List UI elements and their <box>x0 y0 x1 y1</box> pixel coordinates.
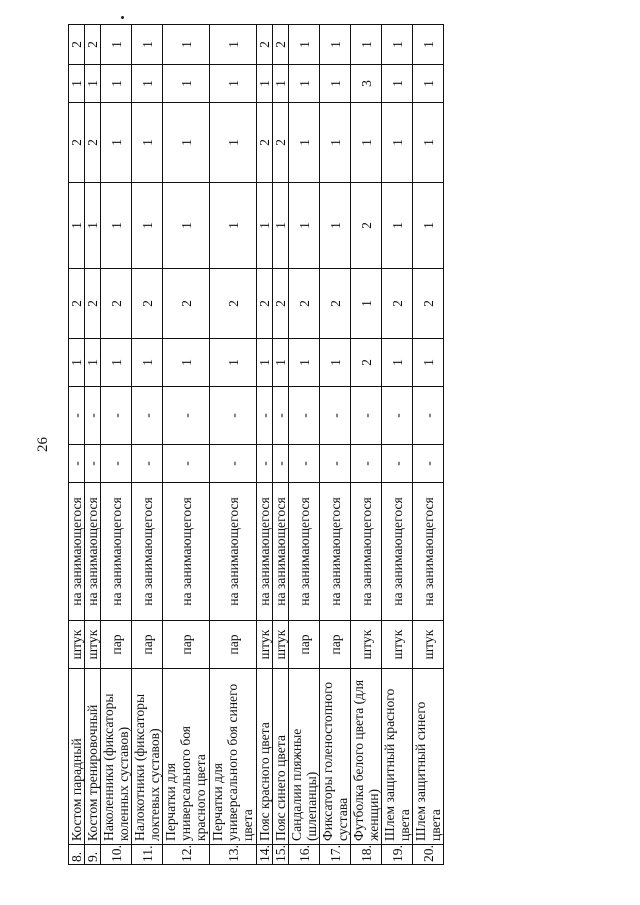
unit-cell: пар <box>132 621 163 669</box>
row-number: 19. <box>382 845 413 865</box>
per-whom-cell: на занимающегося <box>413 483 444 621</box>
value-cell: 2 <box>69 25 85 65</box>
value-cell: 1 <box>210 339 257 387</box>
per-whom-cell: на занимающегося <box>210 483 257 621</box>
value-cell: 1 <box>69 65 85 103</box>
value-cell: - <box>132 445 163 483</box>
value-cell: 1 <box>320 25 351 65</box>
unit-cell: пар <box>163 621 210 669</box>
value-cell: - <box>101 445 132 483</box>
value-cell: 1 <box>382 25 413 65</box>
per-whom-cell: на занимающегося <box>85 483 101 621</box>
row-number: 11. <box>132 845 163 865</box>
unit-cell: пар <box>210 621 257 669</box>
value-cell: - <box>132 387 163 445</box>
value-cell: 1 <box>320 183 351 269</box>
unit-cell: штук <box>351 621 382 669</box>
value-cell: 1 <box>289 339 320 387</box>
value-cell: 1 <box>85 339 101 387</box>
value-cell: - <box>289 387 320 445</box>
per-whom-cell: на занимающегося <box>69 483 85 621</box>
unit-cell: пар <box>320 621 351 669</box>
item-name: Наколенники (фиксаторы коленных суставов) <box>101 669 132 845</box>
per-whom-cell: на занимающегося <box>351 483 382 621</box>
item-name: Костом парадный <box>69 669 85 845</box>
value-cell: 2 <box>351 339 382 387</box>
row-number: 8. <box>69 845 85 865</box>
value-cell: 2 <box>382 269 413 339</box>
value-cell: 1 <box>163 65 210 103</box>
value-cell: 1 <box>320 339 351 387</box>
table-row <box>210 25 257 865</box>
per-whom-cell: на занимающегося <box>320 483 351 621</box>
per-whom-cell: на занимающегося <box>132 483 163 621</box>
value-cell: 1 <box>382 65 413 103</box>
per-whom-cell: на занимающегося <box>163 483 210 621</box>
value-cell: 1 <box>257 65 273 103</box>
value-cell: - <box>163 445 210 483</box>
value-cell: 2 <box>132 269 163 339</box>
item-name: Пояс красного цвета <box>257 669 273 845</box>
item-name: Футболка белого цвета (для женщин) <box>351 669 382 845</box>
value-cell: 1 <box>101 103 132 183</box>
table-row <box>382 25 413 865</box>
value-cell: 1 <box>210 25 257 65</box>
value-cell: 2 <box>273 103 289 183</box>
value-cell: 1 <box>351 269 382 339</box>
per-whom-cell: на занимающегося <box>382 483 413 621</box>
value-cell: 2 <box>85 103 101 183</box>
value-cell: 1 <box>289 103 320 183</box>
per-whom-cell: на занимающегося <box>289 483 320 621</box>
value-cell: 1 <box>101 183 132 269</box>
page-number: 26 <box>35 437 51 452</box>
value-cell: 2 <box>85 25 101 65</box>
value-cell: - <box>210 445 257 483</box>
row-number: 16. <box>289 845 320 865</box>
item-name: Перчатки для универсального боя красного цвета <box>163 669 210 845</box>
table-row <box>320 25 351 865</box>
value-cell: 2 <box>413 269 444 339</box>
value-cell: 3 <box>351 65 382 103</box>
table-row <box>132 25 163 865</box>
item-name: Пояс синего цвета <box>273 669 289 845</box>
value-cell: - <box>273 445 289 483</box>
value-cell: 1 <box>132 65 163 103</box>
value-cell: - <box>101 387 132 445</box>
unit-cell: штук <box>413 621 444 669</box>
value-cell: - <box>273 387 289 445</box>
value-cell: 1 <box>101 25 132 65</box>
value-cell: - <box>382 445 413 483</box>
value-cell: 2 <box>257 269 273 339</box>
value-cell: - <box>210 387 257 445</box>
row-number: 18. <box>351 845 382 865</box>
item-name: Налокотники (фиксаторы локтевых суставов) <box>132 669 163 845</box>
row-number: 12. <box>163 845 210 865</box>
item-name: Костом тренировочный <box>85 669 101 845</box>
value-cell: - <box>351 387 382 445</box>
item-name: Перчатки для универсального боя синего цвета <box>210 669 257 845</box>
item-name: Шлем защитный синего цвета <box>413 669 444 845</box>
value-cell: 2 <box>257 25 273 65</box>
per-whom-cell: на занимающегося <box>257 483 273 621</box>
item-name: Сандалии пляжные (шлепанцы) <box>289 669 320 845</box>
table-row <box>289 25 320 865</box>
table-row <box>85 25 101 865</box>
table-row <box>273 25 289 865</box>
row-number: 13. <box>210 845 257 865</box>
value-cell: 1 <box>273 339 289 387</box>
value-cell: - <box>69 387 85 445</box>
value-cell: 1 <box>382 183 413 269</box>
value-cell: 1 <box>132 103 163 183</box>
value-cell: 2 <box>273 25 289 65</box>
value-cell: 1 <box>210 65 257 103</box>
table-row <box>413 25 444 865</box>
value-cell: 1 <box>132 183 163 269</box>
row-number: 9. <box>85 845 101 865</box>
value-cell: 1 <box>273 183 289 269</box>
value-cell: 1 <box>413 25 444 65</box>
row-number: 10. <box>101 845 132 865</box>
row-number: 14. <box>257 845 273 865</box>
unit-cell: штук <box>273 621 289 669</box>
unit-cell: пар <box>289 621 320 669</box>
value-cell: 1 <box>413 183 444 269</box>
value-cell: 1 <box>85 183 101 269</box>
value-cell: 1 <box>257 183 273 269</box>
value-cell: 1 <box>101 65 132 103</box>
unit-cell: штук <box>382 621 413 669</box>
table-row <box>101 25 132 865</box>
value-cell: - <box>257 387 273 445</box>
value-cell: 2 <box>351 183 382 269</box>
unit-cell: штук <box>257 621 273 669</box>
value-cell: 1 <box>289 183 320 269</box>
value-cell: 1 <box>132 25 163 65</box>
value-cell: - <box>351 445 382 483</box>
per-whom-cell: на занимающегося <box>101 483 132 621</box>
value-cell: 1 <box>101 339 132 387</box>
value-cell: 1 <box>163 183 210 269</box>
item-name: Фиксаторы голеностопного сустава <box>320 669 351 845</box>
value-cell: - <box>320 387 351 445</box>
unit-cell: штук <box>69 621 85 669</box>
value-cell: 2 <box>101 269 132 339</box>
unit-cell: штук <box>85 621 101 669</box>
value-cell: - <box>85 445 101 483</box>
value-cell: 1 <box>163 339 210 387</box>
item-name: Шлем защитный красного цвета <box>382 669 413 845</box>
value-cell: 1 <box>413 103 444 183</box>
value-cell: 1 <box>382 339 413 387</box>
scan-speck <box>121 16 124 19</box>
value-cell: - <box>413 445 444 483</box>
value-cell: 2 <box>210 269 257 339</box>
table-row <box>163 25 210 865</box>
value-cell: 1 <box>163 103 210 183</box>
row-number: 20. <box>413 845 444 865</box>
value-cell: - <box>257 445 273 483</box>
row-number: 15. <box>273 845 289 865</box>
value-cell: 1 <box>132 339 163 387</box>
value-cell: 1 <box>69 339 85 387</box>
value-cell: 1 <box>85 65 101 103</box>
value-cell: - <box>320 445 351 483</box>
unit-cell: пар <box>101 621 132 669</box>
table-row <box>69 25 85 865</box>
value-cell: 1 <box>163 25 210 65</box>
value-cell: 1 <box>69 183 85 269</box>
value-cell: - <box>413 387 444 445</box>
equipment-table <box>68 24 444 865</box>
value-cell: - <box>382 387 413 445</box>
row-number: 17. <box>320 845 351 865</box>
value-cell: 2 <box>163 269 210 339</box>
value-cell: 1 <box>210 183 257 269</box>
table-row <box>351 25 382 865</box>
value-cell: 1 <box>351 103 382 183</box>
value-cell: - <box>289 445 320 483</box>
value-cell: 1 <box>289 65 320 103</box>
value-cell: - <box>69 445 85 483</box>
table-body <box>69 25 444 865</box>
value-cell: 2 <box>273 269 289 339</box>
value-cell: 1 <box>257 339 273 387</box>
value-cell: 2 <box>257 103 273 183</box>
value-cell: 1 <box>413 65 444 103</box>
value-cell: 1 <box>210 103 257 183</box>
table-row <box>257 25 273 865</box>
value-cell: - <box>163 387 210 445</box>
value-cell: 1 <box>351 25 382 65</box>
value-cell: 1 <box>320 103 351 183</box>
value-cell: 1 <box>382 103 413 183</box>
value-cell: 2 <box>320 269 351 339</box>
rotated-table-container <box>68 41 443 865</box>
value-cell: 1 <box>413 339 444 387</box>
value-cell: 1 <box>289 25 320 65</box>
value-cell: 1 <box>273 65 289 103</box>
value-cell: 2 <box>289 269 320 339</box>
value-cell: 1 <box>320 65 351 103</box>
value-cell: 2 <box>69 269 85 339</box>
value-cell: - <box>85 387 101 445</box>
per-whom-cell: на занимающегося <box>273 483 289 621</box>
value-cell: 2 <box>69 103 85 183</box>
value-cell: 2 <box>85 269 101 339</box>
